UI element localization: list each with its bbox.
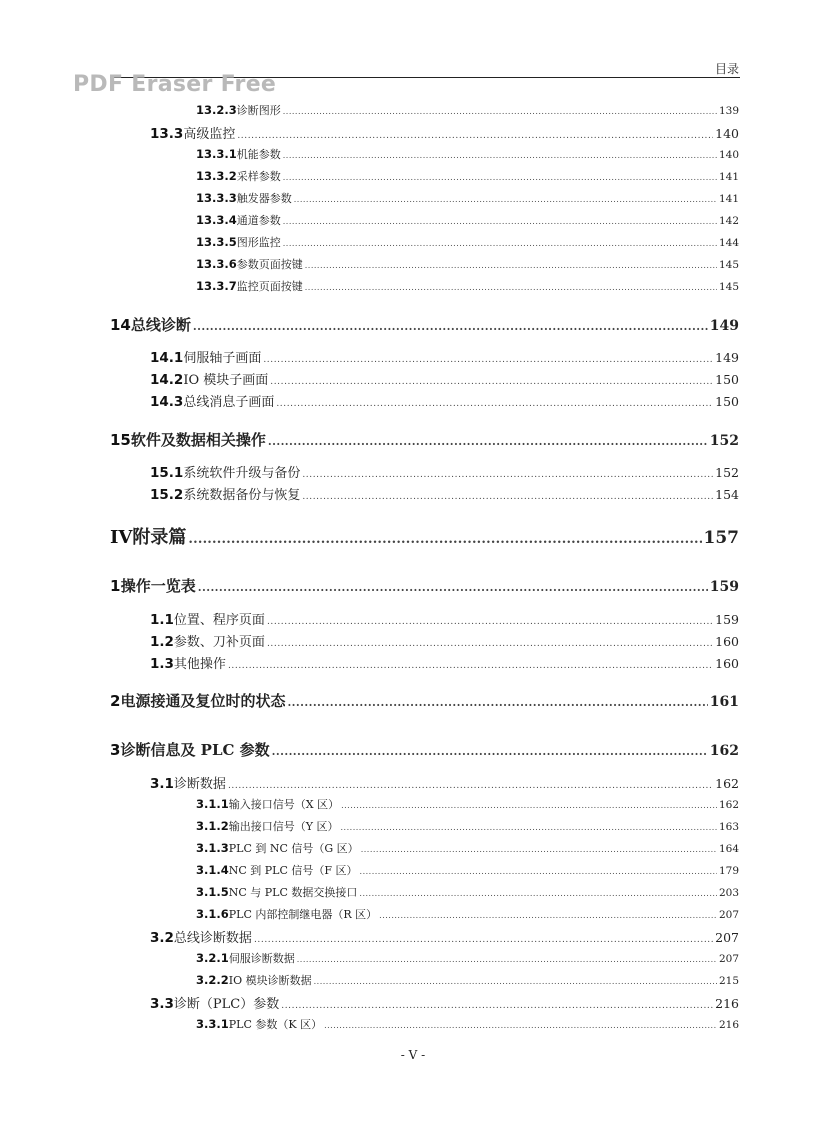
toc-number: 3 <box>110 741 121 759</box>
toc-leader <box>297 955 717 964</box>
toc-title: 机能参数 <box>236 148 281 161</box>
toc-entry-3-1-3[interactable] <box>196 840 739 856</box>
toc-page: 145 <box>718 281 739 293</box>
toc-page: 149 <box>709 318 739 334</box>
toc-entry-3-1-5[interactable] <box>196 884 739 900</box>
header-section-label: 目录 <box>714 62 739 76</box>
toc-entry-14-3[interactable] <box>150 391 739 409</box>
toc-number: 1.3 <box>150 656 174 672</box>
toc-leader <box>341 823 717 832</box>
toc-entry-3-1[interactable] <box>150 773 739 791</box>
toc-page: 142 <box>718 215 739 227</box>
toc-number: 3.2.1 <box>196 951 229 965</box>
toc-title: 采样参数 <box>236 170 281 183</box>
toc-title: 诊断（PLC）参数 <box>173 997 280 1012</box>
toc-page: 152 <box>709 433 739 449</box>
toc-leader <box>237 131 713 141</box>
toc-entry-13-3-2[interactable] <box>196 168 739 184</box>
page-number-footer: - V - <box>400 1048 426 1062</box>
toc-leader <box>305 261 717 270</box>
toc-number: 15.1 <box>150 465 184 481</box>
toc-entry-15-1[interactable] <box>150 462 739 480</box>
toc-page: 164 <box>718 843 739 855</box>
toc-number: 13.3.4 <box>196 213 237 227</box>
toc-page: 140 <box>718 149 739 161</box>
toc-page: 154 <box>715 487 739 502</box>
toc-title: IO 模块子画面 <box>183 373 269 388</box>
toc-title: PLC 参数（K 区） <box>228 1018 323 1031</box>
toc-entry-3-3[interactable] <box>150 993 739 1011</box>
toc-page: 150 <box>715 372 739 387</box>
toc-entry-15-2[interactable] <box>150 484 739 502</box>
toc-leader <box>283 151 717 160</box>
toc-number: 14.3 <box>150 394 184 410</box>
toc-leader <box>188 532 701 547</box>
toc-title: 总线诊断 <box>130 316 191 334</box>
toc-page: 207 <box>718 909 739 921</box>
toc-page: 216 <box>718 1019 739 1031</box>
toc-entry-3-1-2[interactable] <box>196 818 739 834</box>
toc-leader <box>341 801 717 810</box>
toc-entry-1-3[interactable] <box>150 653 739 671</box>
toc-number: 3.3 <box>150 996 174 1012</box>
toc-page: 145 <box>718 259 739 271</box>
toc-title: PLC 到 NC 信号（G 区） <box>228 842 359 855</box>
toc-leader <box>283 173 717 182</box>
toc-number: 14.1 <box>150 350 184 366</box>
toc-number: IV <box>110 527 133 548</box>
toc-number: 3.1.3 <box>196 841 229 855</box>
toc-page: 162 <box>709 743 739 759</box>
toc-title: 总线诊断数据 <box>173 931 252 946</box>
toc-entry-14-1[interactable] <box>150 347 739 365</box>
toc-entry-3[interactable] <box>110 739 739 759</box>
toc-title: 软件及数据相关操作 <box>130 431 266 449</box>
toc-title: 输出接口信号（Y 区） <box>228 820 339 833</box>
toc-number: 3.3.1 <box>196 1017 229 1031</box>
toc-entry-13-3-5[interactable] <box>196 234 739 250</box>
toc-number: 13.3 <box>150 126 184 142</box>
toc-page: 159 <box>709 579 739 595</box>
toc-title: 电源接通及复位时的状态 <box>120 692 286 710</box>
toc-entry-1-2[interactable] <box>150 631 739 649</box>
toc-leader <box>360 867 717 876</box>
toc-number: 14.2 <box>150 372 184 388</box>
toc-entry-3-2-2[interactable] <box>196 972 739 988</box>
toc-number: 13.3.3 <box>196 191 237 205</box>
toc-title: 通道参数 <box>236 214 281 227</box>
toc-title: NC 与 PLC 数据交换接口 <box>228 886 358 899</box>
toc-title: PLC 内部控制继电器（R 区） <box>228 908 378 921</box>
toc-entry-3-1-6[interactable] <box>196 906 739 922</box>
toc-leader <box>270 377 713 387</box>
toc-entry-14[interactable] <box>110 314 739 334</box>
toc-number: 15 <box>110 431 131 449</box>
toc-page: 140 <box>715 126 739 141</box>
toc-number: 3.1.4 <box>196 863 229 877</box>
toc-number: 2 <box>110 692 121 710</box>
toc-page: 157 <box>703 528 739 548</box>
toc-leader <box>254 935 713 945</box>
toc-leader <box>359 889 717 898</box>
toc-number: 13.3.1 <box>196 147 237 161</box>
toc-entry-1[interactable] <box>110 575 739 595</box>
toc-title: 位置、程序页面 <box>173 613 265 628</box>
toc-page: 152 <box>715 465 739 480</box>
toc-leader <box>305 283 717 292</box>
toc-entry-13-3-7[interactable] <box>196 278 739 294</box>
toc-leader <box>283 239 717 248</box>
toc-leader <box>302 470 713 480</box>
toc-entry-3-3-1[interactable] <box>196 1016 739 1032</box>
toc-entry-part-iv[interactable] <box>110 523 739 547</box>
toc-number: 14 <box>110 316 131 334</box>
toc-entry-13-3-3[interactable] <box>196 190 739 206</box>
toc-page: 144 <box>718 237 739 249</box>
toc-entry-13-3-4[interactable] <box>196 212 739 228</box>
toc-entry-13-2-3[interactable] <box>196 102 739 118</box>
toc-leader <box>294 195 717 204</box>
toc-title: 参数页面按键 <box>236 258 303 271</box>
toc-page: 160 <box>715 634 739 649</box>
toc-title: NC 到 PLC 信号（F 区） <box>228 864 358 877</box>
toc-leader <box>324 1021 717 1030</box>
toc-title: 总线消息子画面 <box>183 395 275 410</box>
toc-page: 159 <box>715 612 739 627</box>
toc-leader <box>228 781 713 791</box>
toc-leader <box>276 399 713 409</box>
toc-page: 161 <box>709 694 739 710</box>
toc-number: 3.1.5 <box>196 885 229 899</box>
toc-leader <box>267 617 713 627</box>
toc-title: 诊断数据 <box>173 777 226 792</box>
toc-title: 附录篇 <box>132 527 187 548</box>
toc-leader <box>193 320 708 333</box>
toc-leader <box>314 977 717 986</box>
toc-title: 系统数据备份与恢复 <box>183 488 301 503</box>
toc-number: 1.2 <box>150 634 174 650</box>
toc-title: 诊断信息及 PLC 参数 <box>120 741 270 759</box>
toc-number: 3.2 <box>150 930 174 946</box>
toc-title: 高级监控 <box>183 127 236 142</box>
toc-entry-14-2[interactable] <box>150 369 739 387</box>
toc-entry-3-2-1[interactable] <box>196 950 739 966</box>
toc-page: 179 <box>718 865 739 877</box>
toc-entry-13-3-6[interactable] <box>196 256 739 272</box>
toc-title: 输入接口信号（X 区） <box>228 798 340 811</box>
toc-entry-3-1-1[interactable] <box>196 796 739 812</box>
toc-title: IO 模块诊断数据 <box>228 974 312 987</box>
toc-title: 诊断图形 <box>236 104 281 117</box>
toc-number: 13.3.2 <box>196 169 237 183</box>
toc-title: 伺服诊断数据 <box>228 952 295 965</box>
toc-leader <box>263 355 713 365</box>
toc-number: 3.1.6 <box>196 907 229 921</box>
toc-page: 215 <box>718 975 739 987</box>
toc-page: 149 <box>715 350 739 365</box>
toc-leader <box>267 639 713 649</box>
toc-leader <box>228 661 713 671</box>
toc-number: 13.3.7 <box>196 279 237 293</box>
toc-leader <box>287 696 707 709</box>
toc-number: 13.3.6 <box>196 257 237 271</box>
toc-page: 150 <box>715 394 739 409</box>
toc-leader <box>268 435 708 448</box>
toc-page: 207 <box>715 930 739 945</box>
toc-entry-2[interactable] <box>110 690 739 710</box>
toc-title: 参数、刀补页面 <box>173 635 265 650</box>
toc-entry-15[interactable] <box>110 429 739 449</box>
toc-leader <box>302 492 713 502</box>
toc-leader <box>283 217 717 226</box>
toc-number: 13.2.3 <box>196 103 237 117</box>
toc-number: 13.3.5 <box>196 235 237 249</box>
toc-entry-1-1[interactable] <box>150 609 739 627</box>
watermark: PDF Eraser Free <box>73 72 277 97</box>
toc-entry-3-2[interactable] <box>150 927 739 945</box>
toc-number: 3.1.1 <box>196 797 229 811</box>
toc-page: 162 <box>718 799 739 811</box>
toc-leader <box>361 845 717 854</box>
toc-leader <box>272 745 708 758</box>
toc-number: 3.1 <box>150 776 174 792</box>
toc-page: 163 <box>718 821 739 833</box>
toc-title: 监控页面按键 <box>236 280 303 293</box>
toc-leader <box>281 1001 713 1011</box>
toc-title: 触发器参数 <box>236 192 292 205</box>
toc-page: 207 <box>718 953 739 965</box>
toc-entry-13-3-1[interactable] <box>196 146 739 162</box>
toc-page: 162 <box>715 776 739 791</box>
toc-page: 203 <box>718 887 739 899</box>
toc-page: 216 <box>715 996 739 1011</box>
toc-title: 操作一览表 <box>120 577 196 595</box>
toc-entry-3-1-4[interactable] <box>196 862 739 878</box>
toc-number: 1 <box>110 577 121 595</box>
toc-number: 1.1 <box>150 612 174 628</box>
toc-number: 3.1.2 <box>196 819 229 833</box>
toc-page: 141 <box>718 171 739 183</box>
toc-page: 141 <box>718 193 739 205</box>
toc-leader <box>198 581 708 594</box>
toc-title: 伺服轴子画面 <box>183 351 262 366</box>
toc-number: 15.2 <box>150 487 184 503</box>
toc-leader <box>379 911 717 920</box>
toc-page: 139 <box>718 105 739 117</box>
toc-number: 3.2.2 <box>196 973 229 987</box>
toc-title: 图形监控 <box>236 236 281 249</box>
toc-title: 系统软件升级与备份 <box>183 466 301 481</box>
toc-page: 160 <box>715 656 739 671</box>
toc-entry-13-3[interactable] <box>150 123 739 141</box>
toc-leader <box>283 107 717 116</box>
toc-title: 其他操作 <box>173 657 226 672</box>
